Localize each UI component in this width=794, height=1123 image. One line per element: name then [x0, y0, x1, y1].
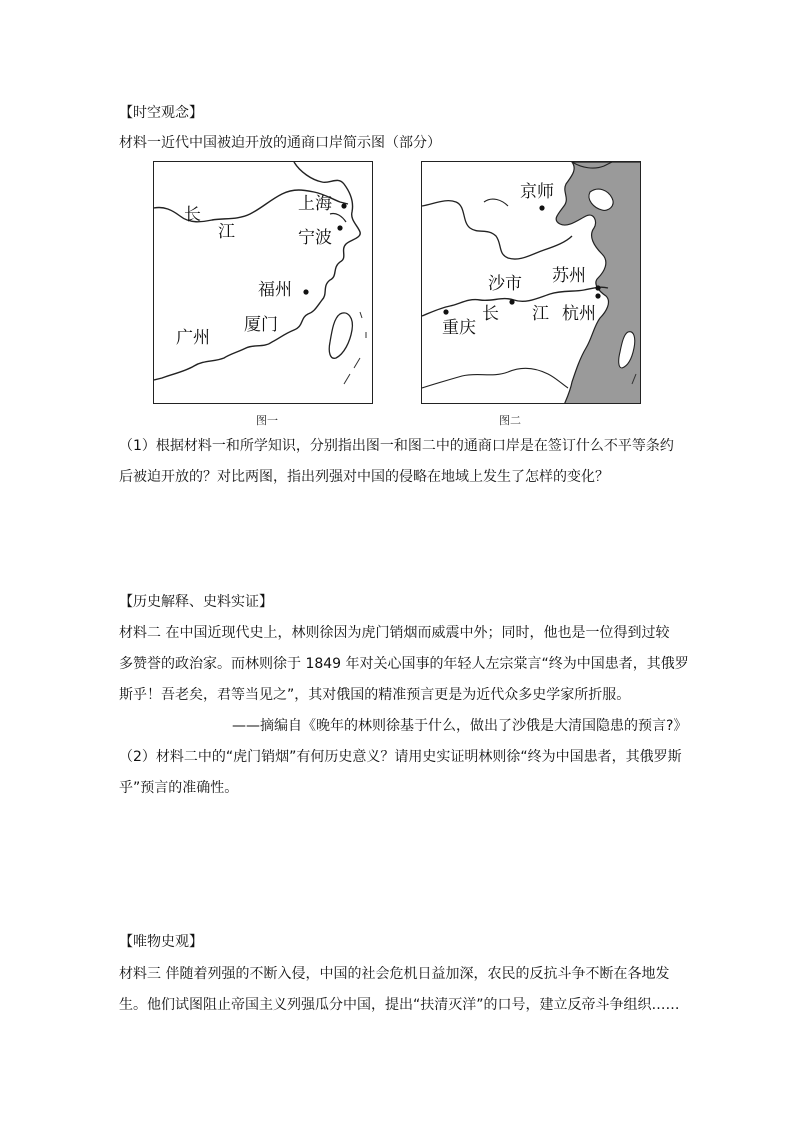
question-one-line1: （1）根据材料一和所学知识，分别指出图一和图二中的通商口岸是在签订什么不平等条约: [119, 438, 674, 454]
jingshi-dot: [539, 205, 544, 210]
suzhou-dot: [595, 285, 600, 290]
question-two-line2: 乎”预言的准确性。: [119, 780, 239, 796]
question-two-line1: （2）材料二中的“虎门销烟”有何历史意义？请用史实证明林则徐“终为中国患者，其俄罗斯: [119, 749, 682, 765]
map2-label-chang: 长: [482, 304, 499, 324]
map1-label-chang: 长: [184, 205, 201, 225]
section-heading-history: 【历史解释、史料实证】: [119, 594, 273, 610]
map1-label-jiang: 江: [218, 222, 235, 242]
material-two-citation: ——摘编自《晚年的林则徐基于什么，做出了沙俄是大清国隐患的预言?》: [232, 718, 688, 734]
ningbo-dot: [337, 225, 342, 230]
question-one-line2: 后被迫开放的？对比两图，指出列强对中国的侵略在地域上发生了怎样的变化？: [119, 469, 609, 485]
map2-label-hangzhou: 杭州: [562, 304, 596, 324]
map2-label-chongqing: 重庆: [442, 318, 476, 338]
shanghai-dot: [341, 203, 346, 208]
material-two-line3: 斯乎！吾老矣，君等当见之”，其对俄国的精准预言更是为近代众多史学家所折服。: [119, 687, 631, 703]
material-two-line1: 材料二 在中国近现代史上，林则徐因为虎门销烟而威震中外；同时，他也是一位得到过较: [119, 625, 670, 641]
fuzhou-dot: [303, 289, 308, 294]
map1-label-fuzhou: 福州: [258, 280, 292, 300]
map-one-caption: 图一: [256, 414, 278, 427]
map1-label-xiamen: 厦门: [244, 315, 278, 335]
material-three-line2: 生。他们试图阻止帝国主义列强瓜分中国，提出“扶清灭洋”的口号，建立反帝斗争组织……: [119, 997, 680, 1013]
chongqing-dot: [443, 309, 448, 314]
section-heading-spacetime: 【时空观念】: [119, 105, 203, 121]
shashi-dot: [509, 299, 514, 304]
hangzhou-dot: [595, 293, 600, 298]
map1-label-guangzhou: 广州: [176, 328, 210, 348]
material-two-line2: 多赞誉的政治家。而林则徐于 1849 年对关心国事的年轻人左宗棠言“终为中国患者，其俄罗: [119, 656, 689, 672]
map2-label-jingshi: 京师: [520, 182, 554, 202]
map-two-caption: 图二: [499, 414, 521, 427]
map1-label-ningbo: 宁波: [298, 228, 332, 248]
section-heading-materialism: 【唯物史观】: [119, 934, 203, 950]
map-figure-two: [421, 161, 641, 404]
map2-label-jiang: 江: [532, 304, 549, 324]
map-figure-one: [153, 161, 373, 404]
map2-label-shashi: 沙市: [488, 274, 522, 294]
material-three-line1: 材料三 伴随着列强的不断入侵，中国的社会危机日益加深，农民的反抗斗争不断在各地发: [119, 966, 670, 982]
map1-label-shanghai: 上海: [298, 194, 332, 214]
material-one-title: 材料一近代中国被迫开放的通商口岸简示图（部分）: [119, 135, 441, 151]
map2-label-suzhou: 苏州: [552, 266, 586, 286]
